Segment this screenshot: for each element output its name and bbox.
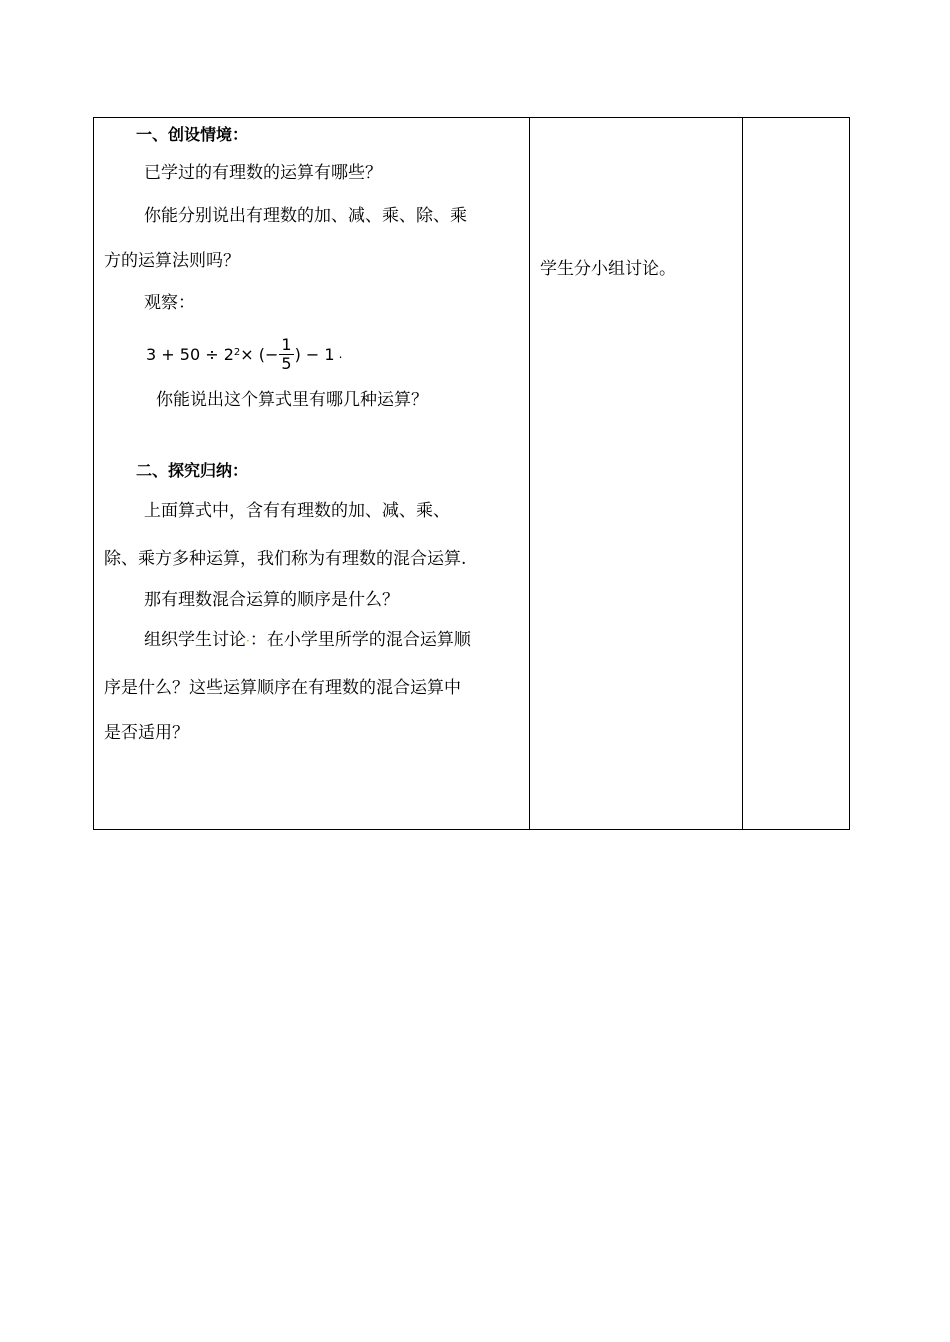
formula-part2: × (− [240,344,279,364]
section2-paragraph-3-line3: 是否适用？ [104,723,189,743]
section1-question-3: 你能说出这个算式里有哪几种运算？ [156,390,428,410]
section2-paragraph-1-line1: 上面算式中，含有有理数的加、减、乘、 [144,501,450,521]
formula-exponent: 2 [233,346,241,358]
fraction-denominator: 5 [281,353,292,373]
section1-question-2-line2: 方的运算法则吗？ [104,251,240,271]
paragraph-3-text-a: 组织学生讨论 [144,630,246,650]
dot-mark: · [246,634,250,648]
section2-paragraph-3-line1 [144,630,471,651]
section1-question-1: 已学过的有理数的运算有哪些？ [144,163,382,183]
fraction-numerator: 1 [281,334,292,354]
section2-paragraph-3-line2: 序是什么？这些运算顺序在有理数的混合运算中 [104,678,461,698]
formula-end: . [338,347,343,361]
section2-paragraph-2: 那有理数混合运算的顺序是什么？ [144,590,399,610]
column-divider-1 [529,118,530,829]
section1-question-2-line1: 你能分别说出有理数的加、减、乘、除、乘 [144,206,467,226]
middle-column-text: 学生分小组讨论。 [540,259,676,279]
formula-part1: 3 + 50 ÷ 2 [146,344,234,364]
column-divider-2 [742,118,743,829]
lesson-table [93,117,850,830]
paragraph-3-text-b: ：在小学里所学的混合运算顺 [249,630,471,650]
formula-fraction [279,336,293,373]
formula-part3: ) − 1 [294,344,335,364]
observe-label: 观察： [144,293,195,313]
section2-heading: 二、探究归纳： [136,461,249,480]
section1-heading: 一、创设情境： [136,125,249,144]
section2-paragraph-1-line2: 除、乘方多种运算，我们称为有理数的混合运算. [104,549,467,569]
math-formula [146,330,342,378]
